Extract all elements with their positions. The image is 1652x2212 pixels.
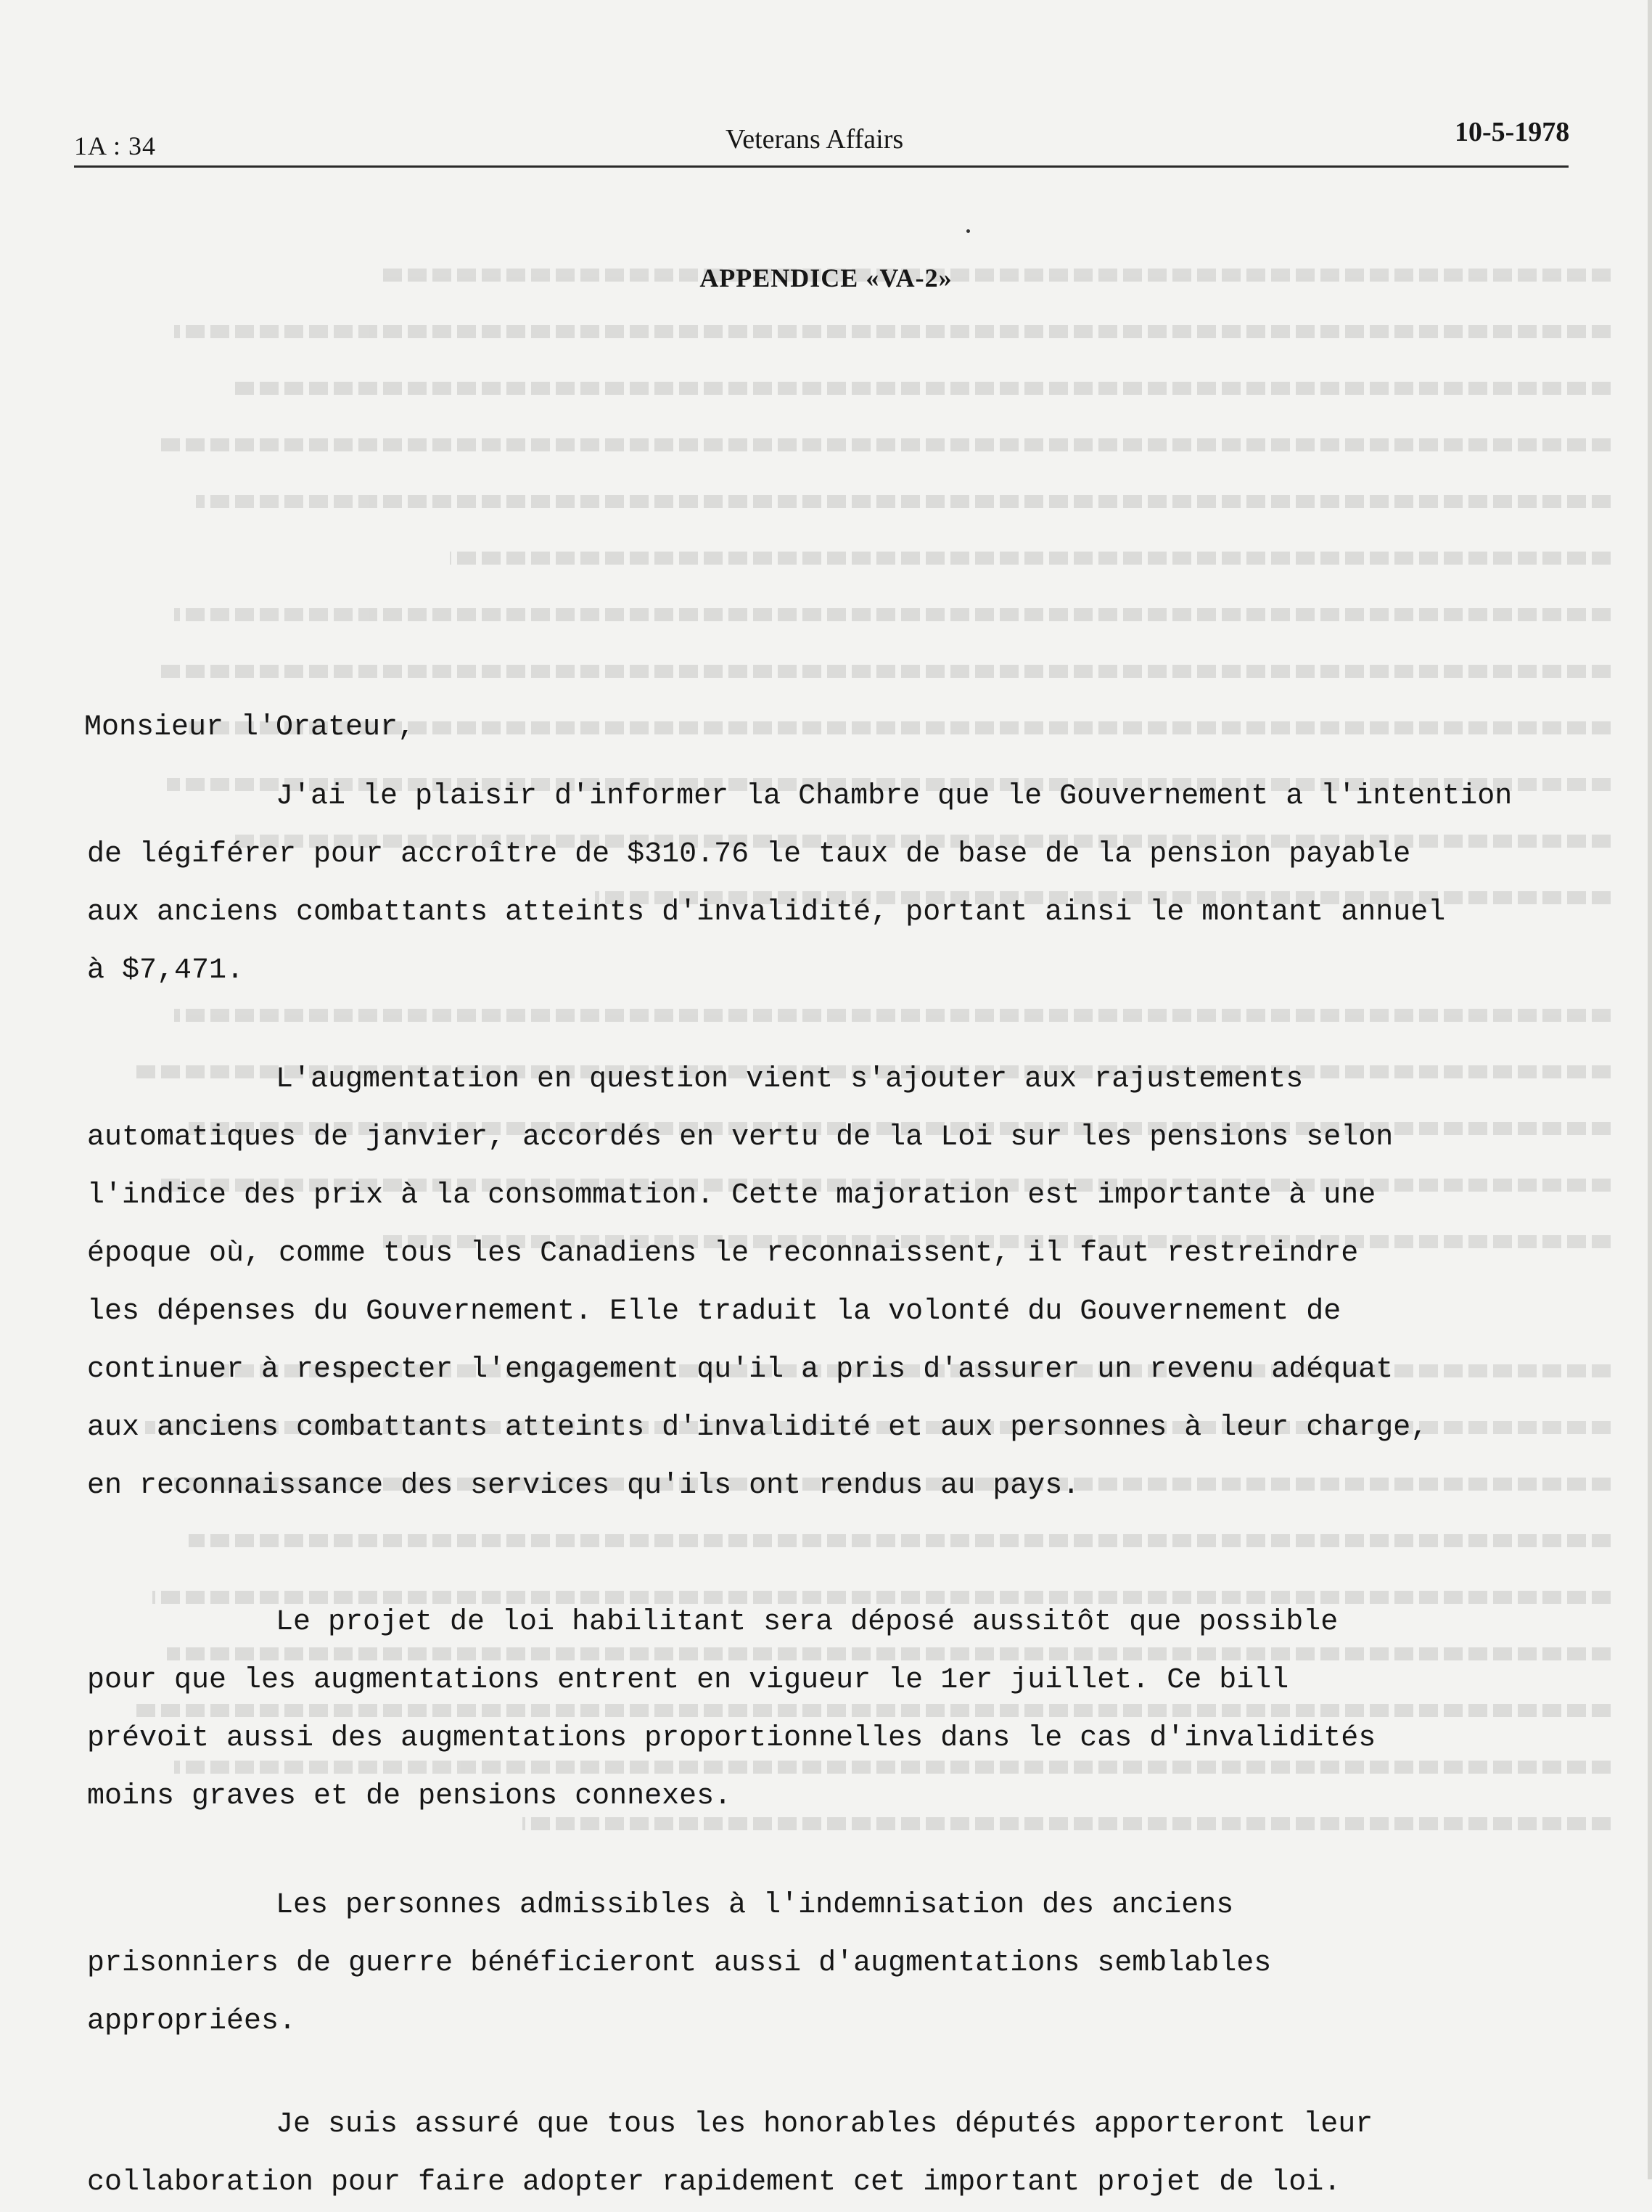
text-line: époque où, comme tous les Canadiens le reconnaissent, il faut restreindre [87,1237,1359,1270]
stray-dot-mark [966,229,970,233]
paragraph [87,1594,1582,1826]
text-line: continuer à respecter l'engagement qu'il a pris d'assurer un revenu adéquat [87,1353,1394,1386]
text-line: J'ai le plaisir d'informer la Chambre que le Gouvernement a l'intention [276,780,1513,813]
paragraph [87,2096,1582,2212]
letter-body [87,768,1582,2212]
running-title: Veterans Affairs [726,124,904,155]
text-line: appropriées. [87,2005,297,2038]
text-line: à $7,471. [87,954,244,987]
text-line: collaboration pour faire adopter rapidement cet important projet de loi. [87,2166,1341,2199]
text-line: prévoit aussi des augmentations proportionnelles dans le cas d'invalidités [87,1722,1376,1755]
scan-edge [1648,0,1652,2179]
appendix-title: APPENDICE «VA-2» [699,263,953,292]
text-line: les dépenses du Gouvernement. Elle traduit la volonté du Gouvernement de [87,1295,1341,1328]
text-line: automatiques de janvier, accordés en vertu de la Loi sur les pensions selon [87,1121,1394,1154]
text-line: L'augmentation en question vient s'ajouter aux rajustements [276,1063,1304,1096]
header-rule [74,165,1569,168]
text-line: Le projet de loi habilitant sera déposé aussitôt que possible [276,1606,1339,1639]
text-line: pour que les augmentations entrent en vigueur le 1er juillet. Ce bill [87,1664,1289,1697]
text-line: aux anciens combattants atteints d'invalidité et aux personnes à leur charge, [87,1412,1429,1444]
header-date: 10-5-1978 [1455,117,1570,147]
paragraph [87,768,1582,1000]
text-line: en reconnaissance des services qu'ils ont rendus au pays. [87,1470,1080,1502]
page-header [0,116,1652,174]
text-line: Je suis assuré que tous les honorables députés apporteront leur [276,2108,1373,2141]
text-line: aux anciens combattants atteints d'invalidité, portant ainsi le montant annuel [87,896,1446,929]
text-line: l'indice des prix à la consommation. Cette majoration est importante à une [87,1179,1376,1212]
text-line: prisonniers de guerre bénéficieront aussi d'augmentations semblables [87,1947,1272,1980]
text-line: Les personnes admissibles à l'indemnisation des anciens [276,1889,1234,1922]
paragraph [87,1877,1582,2051]
salutation: Monsieur l'Orateur, [84,711,416,744]
paragraph [87,1051,1582,1515]
text-line: de légiférer pour accroître de $310.76 le taux de base de la pension payable [87,838,1411,871]
text-line: moins graves et de pensions connexes. [87,1780,732,1813]
page-reference: 1A : 34 [74,131,157,160]
